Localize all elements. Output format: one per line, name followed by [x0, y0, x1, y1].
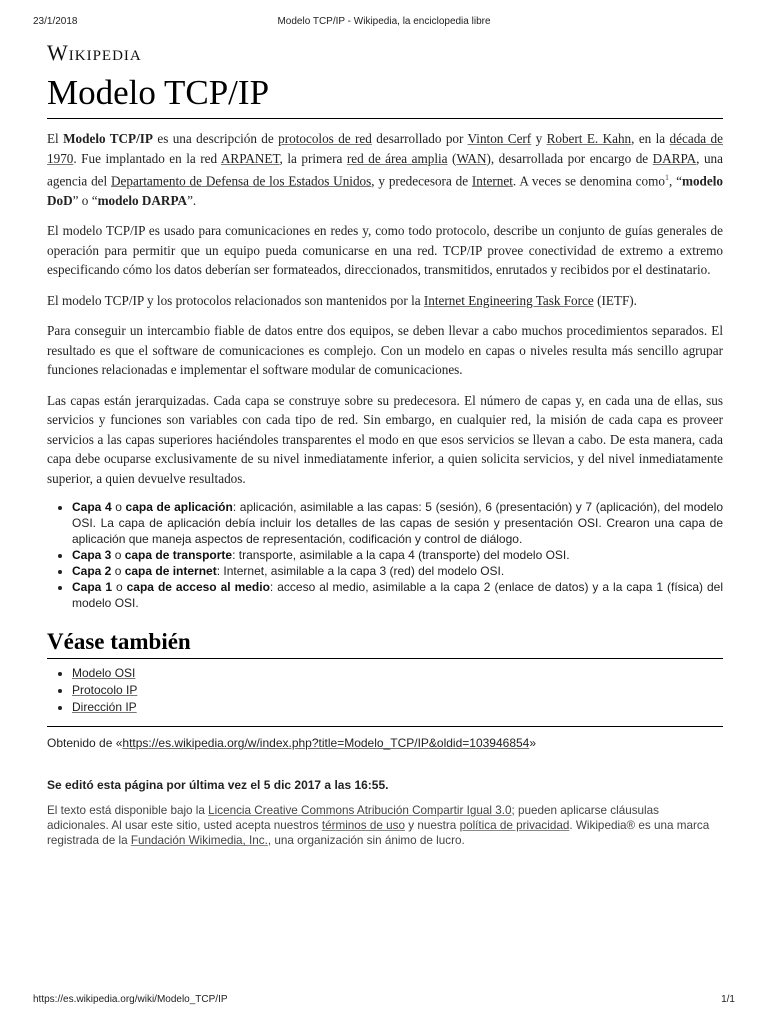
- paragraph-4: Para conseguir un intercambio fiable de datos entre dos equipos, se deben llevar a cabo muchos procedimientos separados. El resultado es que el software de comunicaciones es complejo. Con un modelo en capas o niveles resulta más sencillo agrupar funciones relacionadas e implementar el software modular de comunicaciones.: [47, 323, 723, 378]
- paragraph-5: Las capas están jerarquizadas. Cada capa se construye sobre su predecesora. El número de capas y, en cada una de ellas, sus servicios y funciones son variables con cada tipo de red. Sin embargo, en cualquier red, la misión de cada capa es proveer servicios a las capas superiores haciéndoles transparentes el modo en que esos servicios se llevan a cabo. De esta manera, cada capa debe ocuparse exclusivamente de su nivel inmediatamente inferior, a quien solicita servicios, y del nivel inmediatamente superior, a quien devuelve resultados.: [47, 392, 723, 486]
- link-internet[interactable]: Internet: [471, 173, 513, 189]
- list-item: [72, 665, 723, 682]
- retrieved-url-link[interactable]: https://es.wikipedia.org/w/index.php?title=Modelo_TCP/IP&oldid=103946854: [122, 736, 530, 751]
- last-modified: Se editó esta página por última vez el 5 dic 2017 a las 16:55.: [47, 778, 389, 793]
- wikipedia-wordmark[interactable]: Wikipedia: [47, 40, 142, 65]
- list-item: • Capa 2 o capa de internet: Internet, asimilable a la capa 3 (red) del modelo OSI.: [72, 563, 723, 579]
- link-arpanet[interactable]: ARPANET: [220, 150, 280, 166]
- link-license-cc[interactable]: Licencia Creative Commons Atribución Compartir Igual 3.0: [208, 804, 512, 818]
- page-title: Modelo TCP/IP: [47, 70, 723, 119]
- license-text: El texto está disponible bajo la Licencia Creative Commons Atribución Compartir Igual 3.0; pueden aplicarse cláusulas adicionales. Al usar este sitio, usted acepta nuestros términos de uso y nuestra política de privacidad. Wikipedia® es una marca registrada de la Fundación Wikimedia, Inc., una organización sin ánimo de lucro.: [47, 804, 710, 848]
- list-item: • Capa 3 o capa de transporte: transporte, asimilable a la capa 4 (transporte) del modelo OSI.: [72, 547, 723, 563]
- link-ietf[interactable]: Internet Engineering Task Force: [423, 292, 594, 308]
- link-protocolo-ip[interactable]: Protocolo IP: [72, 683, 138, 698]
- link-decada-1970[interactable]: década de 1970: [47, 131, 723, 166]
- retrieved-from: Obtenido de «https://es.wikipedia.org/w/index.php?title=Modelo_TCP/IP&oldid=103946854»: [47, 726, 723, 751]
- link-privacy-policy[interactable]: política de privacidad: [459, 819, 570, 833]
- link-wan[interactable]: WAN: [456, 150, 487, 166]
- list-item: • Capa 1 o capa de acceso al medio: acceso al medio, asimilable a la capa 2 (enlace de datos) y a la capa 1 (física) del modelo OSI.: [72, 579, 723, 611]
- link-darpa[interactable]: DARPA: [652, 150, 697, 166]
- paragraph-3: El modelo TCP/IP y los protocolos relacionados son mantenidos por la Internet Engineering Task Force (IETF).: [47, 292, 637, 308]
- print-doc-title: Modelo TCP/IP - Wikipedia, la enciclopedia libre: [277, 16, 491, 27]
- link-protocolos-de-red[interactable]: protocolos de red: [278, 131, 372, 146]
- see-also-list: [47, 665, 723, 716]
- link-robert-kahn[interactable]: Robert E. Kahn: [546, 131, 632, 146]
- article-content: [47, 38, 723, 848]
- print-page-number: 1/1: [721, 994, 735, 1005]
- list-item: • Capa 4 o capa de aplicación: aplicación, asimilable a las capas: 5 (sesión), 6 (presentación) y 7 (aplicación), del modelo OSI. La capa de aplicación debía incluir los detalles de las capas de sesión y presentación OSI. Crearon una capa de aplicación que maneja aspectos de representación, codificación y control de diálogo.: [72, 499, 723, 547]
- see-also-heading: Véase también: [47, 627, 723, 659]
- print-date: 23/1/2018: [33, 16, 78, 27]
- list-item: [72, 699, 723, 716]
- list-item: [72, 682, 723, 699]
- link-red-area-amplia[interactable]: red de área amplia: [346, 150, 448, 166]
- link-wikimedia-foundation[interactable]: Fundación Wikimedia, Inc.: [130, 834, 268, 848]
- print-url: https://es.wikipedia.org/wiki/Modelo_TCP/IP: [33, 994, 228, 1005]
- paragraph-2: El modelo TCP/IP es usado para comunicaciones en redes y, como todo protocolo, describe un conjunto de guías generales de operación para permitir que un equipo pueda comunicarse en una red. TCP/IP provee conectividad de extremo a extremo especificando cómo los datos deberían ser formateados, direccionados, transmitidos, enrutados y recibidos por el destinatario.: [47, 223, 723, 278]
- intro-paragraph: El Modelo TCP/IP es una descripción de protocolos de red desarrollado por Vinton Cerf y Robert E. Kahn, en la década de 1970. Fue implantado en la red ARPANET, la primera red de área amplia (WAN), desarrollada por encargo de DARPA, una agencia del Departamento de Defensa de los Estados Unidos, y predecesora de Internet. A veces se denomina como$^1$, “modelo DoD” o “modelo DARPA”.: [47, 131, 724, 208]
- link-vinton-cerf[interactable]: Vinton Cerf: [467, 131, 532, 146]
- link-departamento-defensa[interactable]: Departamento de Defensa de los Estados Unidos: [111, 173, 372, 189]
- link-direccion-ip[interactable]: Dirección IP: [72, 700, 137, 715]
- reference-superscript[interactable]: 1: [664, 173, 669, 182]
- link-modelo-osi[interactable]: Modelo OSI: [72, 666, 136, 681]
- link-terms-of-use[interactable]: términos de uso: [321, 819, 405, 833]
- layers-list: [47, 499, 723, 611]
